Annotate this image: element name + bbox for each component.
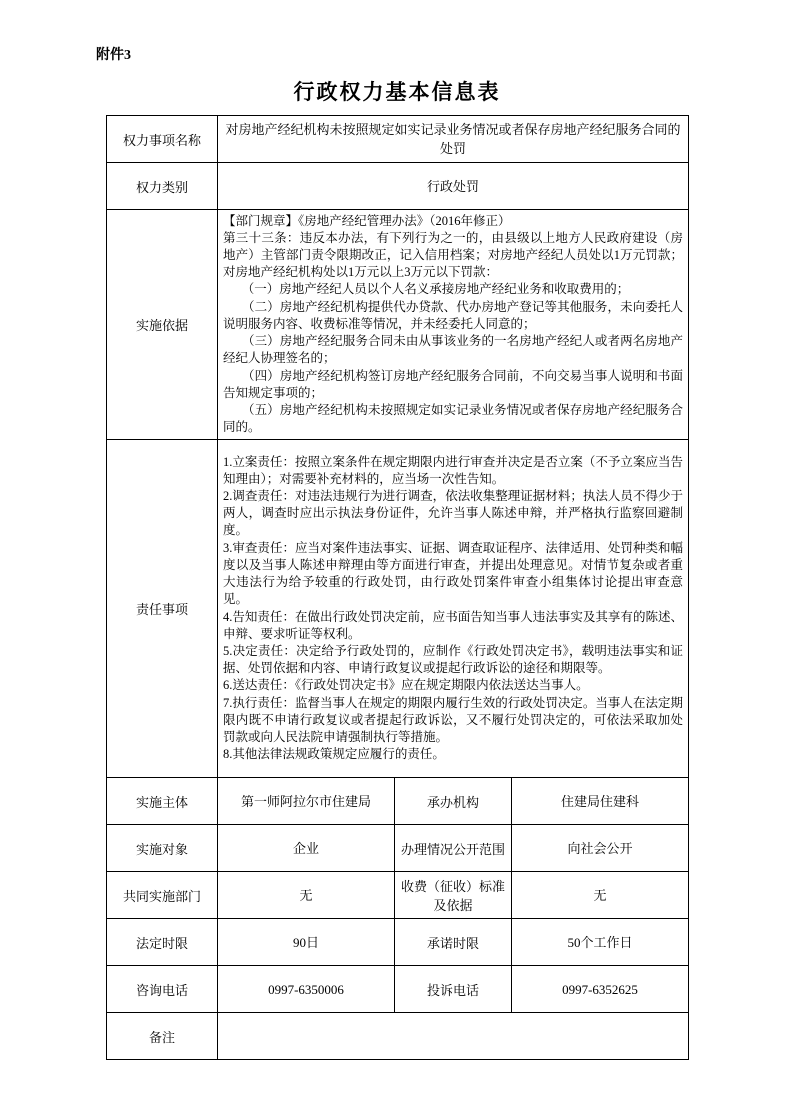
power-name-label: 权力事项名称	[107, 116, 218, 163]
fee-standard-value: 无	[512, 872, 689, 919]
paragraph: 【部门规章】《房地产经纪管理办法》（2016年修正）	[223, 213, 511, 228]
duty-text	[218, 440, 689, 778]
promise-limit-value: 50个工作日	[512, 919, 689, 966]
row-time-limit	[107, 919, 689, 966]
paragraph: 第三十三条：违反本办法，有下列行为之一的，由县级以上地方人民政府建设（房地产）主管部门责令限期改正，记入信用档案；对房地产经纪人员处以1万元罚款；对房地产经纪机构处以1万元以上3万元以下罚款：	[223, 230, 684, 280]
paragraph: （一）房地产经纪人员以个人名义承接房地产经纪业务和收取费用的；	[223, 282, 630, 297]
legal-limit-label: 法定时限	[107, 919, 218, 966]
basis-label: 实施依据	[107, 210, 218, 440]
consult-phone-label: 咨询电话	[107, 966, 218, 1013]
handling-org-value: 住建局住建科	[512, 778, 689, 825]
row-remarks	[107, 1013, 689, 1060]
power-name-value: 对房地产经纪机构未按照规定如实记录业务情况或者保存房地产经纪服务合同的处罚	[218, 116, 689, 163]
paragraph: （五）房地产经纪机构未按照规定如实记录业务情况或者保存房地产经纪服务合同的。	[223, 402, 684, 435]
row-duty	[107, 440, 689, 778]
info-table	[106, 115, 689, 1060]
row-power-name	[107, 116, 689, 163]
basis-text	[218, 210, 689, 440]
complaint-phone-value: 0997-6352625	[512, 966, 689, 1013]
attachment-label: 附件3	[96, 48, 131, 63]
remarks-value	[218, 1013, 689, 1060]
promise-limit-label: 承诺时限	[395, 919, 512, 966]
page-title: 行政权力基本信息表	[293, 80, 501, 104]
paragraph: （二）房地产经纪机构提供代办贷款、代办房地产登记等其他服务，未向委托人说明服务内容、收费标准等情况，并未经委托人同意的；	[223, 299, 684, 331]
handling-org-label: 承办机构	[395, 778, 512, 825]
paragraph: 3.审查责任：应当对案件违法事实、证据、调查取证程序、法律适用、处罚种类和幅度以及当事人陈述申辩理由等方面进行审查，并提出处理意见。对情节复杂或者重大违法行为给予较重的行政处罚，由行政处罚案件审查小组集体讨论提出审查意见。	[223, 540, 684, 607]
target-label: 实施对象	[107, 825, 218, 872]
consult-phone-value: 0997-6350006	[218, 966, 395, 1013]
duty-label: 责任事项	[107, 440, 218, 778]
row-basis	[107, 210, 689, 440]
legal-limit-value: 90日	[218, 919, 395, 966]
paragraph: 1.立案责任：按照立案条件在规定期限内进行审查并决定是否立案（不予立案应当告知理由）；对需要补充材料的，应当场一次性告知。	[223, 454, 684, 486]
row-power-type	[107, 163, 689, 210]
row-phone	[107, 966, 689, 1013]
joint-dept-value: 无	[218, 872, 395, 919]
paragraph: 4.告知责任：在做出行政处罚决定前，应书面告知当事人违法事实及其享有的陈述、申辩、要求听证等权利。	[223, 609, 684, 641]
paragraph: 2.调查责任：对违法违规行为进行调查，依法收集整理证据材料；执法人员不得少于两人，调查时应出示执法身份证件，允许当事人陈述申辩，并严格执行监察回避制度。	[223, 489, 684, 538]
paragraph: 6.送达责任：《行政处罚决定书》应在规定期限内依法送达当事人。	[223, 678, 589, 693]
complaint-phone-label: 投诉电话	[395, 966, 512, 1013]
target-value: 企业	[218, 825, 395, 872]
paragraph: （三）房地产经纪服务合同未由从事该业务的一名房地产经纪人或者两名房地产经纪人协理签名的；	[223, 334, 684, 366]
paragraph: （四）房地产经纪机构签订房地产经纪服务合同前，不向交易当事人说明和书面告知规定事项的；	[223, 368, 684, 400]
implementer-label: 实施主体	[107, 778, 218, 825]
paragraph: 5.决定责任：决定给予行政处罚的，应制作《行政处罚决定书》，载明违法事实和证据、处罚依据和内容、申请行政复议或提起行政诉讼的途径和期限等。	[223, 643, 684, 676]
public-scope-label: 办理情况公开范围	[395, 825, 512, 872]
power-type-value: 行政处罚	[218, 163, 689, 210]
fee-standard-label: 收费（征收）标准及依据	[395, 872, 512, 919]
row-target	[107, 825, 689, 872]
implementer-value: 第一师阿拉尔市住建局	[218, 778, 395, 825]
paragraph: 8.其他法律法规政策规定应履行的责任。	[223, 747, 445, 762]
public-scope-value: 向社会公开	[512, 825, 689, 872]
paragraph: 7.执行责任：监督当事人在规定的期限内履行生效的行政处罚决定。当事人在法定期限内既不申请行政复议或者提起行政诉讼，又不履行处罚决定的，可依法采取加处罚款或向人民法院申请强制执行等措施。	[223, 695, 684, 744]
remarks-label: 备注	[107, 1013, 218, 1060]
joint-dept-label: 共同实施部门	[107, 872, 218, 919]
power-type-label: 权力类别	[107, 163, 218, 210]
row-joint-dept	[107, 872, 689, 919]
row-implementer	[107, 778, 689, 825]
